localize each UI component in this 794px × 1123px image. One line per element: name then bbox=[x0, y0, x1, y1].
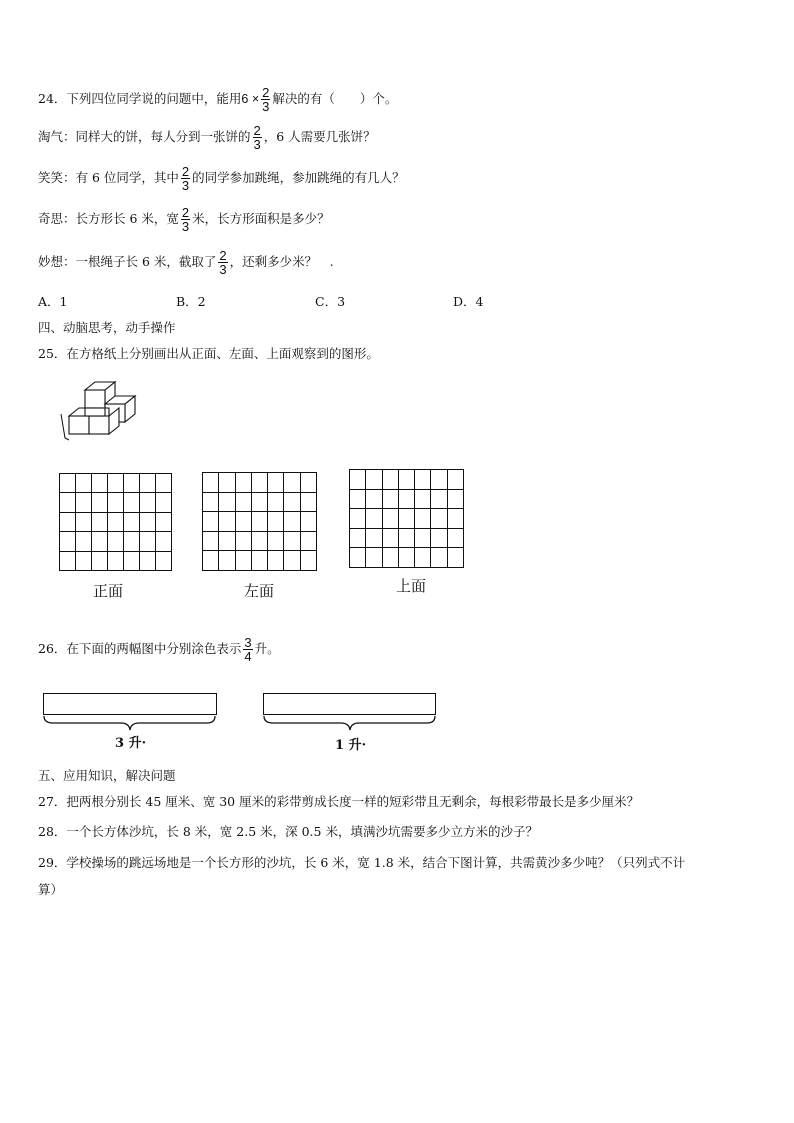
bar-label-1-liter: 1 升· bbox=[335, 738, 367, 753]
fraction-denominator: 3 bbox=[219, 262, 227, 277]
grid-cell[interactable] bbox=[415, 470, 431, 490]
grid-cell[interactable] bbox=[252, 551, 268, 571]
grid-cell[interactable] bbox=[236, 493, 252, 513]
grid-cell[interactable] bbox=[301, 493, 317, 513]
line-fraction bbox=[181, 165, 190, 192]
q24-expr-lead: 6 × bbox=[241, 92, 260, 106]
q28-text: 28．一个长方体沙坑，长 8 米，宽 2.5 米，深 0.5 米，填满沙坑需要多少立方米的沙子？ bbox=[38, 824, 538, 839]
grid-cell[interactable] bbox=[383, 529, 399, 549]
grid-cell[interactable] bbox=[431, 509, 447, 529]
grid-cell[interactable] bbox=[431, 548, 447, 568]
grid-cell[interactable] bbox=[156, 552, 172, 571]
grid-cell[interactable] bbox=[252, 473, 268, 493]
line-fraction bbox=[218, 249, 227, 276]
grid-cell[interactable] bbox=[350, 490, 366, 510]
grid-cell[interactable] bbox=[203, 493, 219, 513]
grid-cell[interactable] bbox=[203, 512, 219, 532]
q26-stem-after: 升。 bbox=[254, 641, 280, 656]
bracket-3-liters bbox=[43, 715, 217, 731]
grid-cell[interactable] bbox=[268, 551, 284, 571]
fraction-denominator: 3 bbox=[253, 137, 261, 152]
line-text: 的同学参加跳绳，参加跳绳的有几人？ bbox=[192, 170, 405, 185]
fraction-numerator: 2 bbox=[181, 164, 190, 179]
bar-3-liters[interactable] bbox=[43, 693, 217, 715]
grid-cell[interactable] bbox=[350, 529, 366, 549]
grid-cell[interactable] bbox=[140, 493, 156, 512]
grid-cell[interactable] bbox=[219, 512, 235, 532]
grid-front[interactable] bbox=[59, 473, 172, 571]
grid-cell[interactable] bbox=[284, 551, 300, 571]
grid-cell[interactable] bbox=[415, 490, 431, 510]
grid-cell[interactable] bbox=[366, 490, 382, 510]
grid-cell[interactable] bbox=[399, 529, 415, 549]
grid-cell[interactable] bbox=[124, 532, 140, 551]
grid-cell[interactable] bbox=[108, 474, 124, 493]
q27-text: 27．把两根分别长 45 厘米、宽 30 厘米的彩带剪成长度一样的短彩带且无剩余，每根彩带最长是多少厘米？ bbox=[38, 794, 640, 809]
fraction-numerator: 2 bbox=[219, 248, 227, 263]
q24-option-d: D．4 bbox=[453, 294, 484, 309]
grid-cell[interactable] bbox=[399, 548, 415, 568]
grid-cell[interactable] bbox=[236, 532, 252, 552]
grid-cell[interactable] bbox=[108, 532, 124, 551]
grid-cell[interactable] bbox=[431, 529, 447, 549]
grid-cell[interactable] bbox=[366, 548, 382, 568]
grid-cell[interactable] bbox=[219, 473, 235, 493]
grid-cell[interactable] bbox=[236, 551, 252, 571]
fraction-denominator: 3 bbox=[262, 99, 270, 114]
grid-cell[interactable] bbox=[156, 532, 172, 551]
grid-cell[interactable] bbox=[76, 493, 92, 512]
fraction-numerator: 2 bbox=[262, 85, 270, 100]
grid-cell[interactable] bbox=[60, 513, 76, 532]
line-text: 奇思：长方形长 6 米，宽 bbox=[38, 211, 179, 226]
line-text: 米，长方形面积是多少？ bbox=[192, 211, 330, 226]
grid-cell[interactable] bbox=[76, 532, 92, 551]
q25-stem: 25．在方格纸上分别画出从正面、左面、上面观察到的图形。 bbox=[38, 346, 379, 361]
grid-cell[interactable] bbox=[252, 493, 268, 513]
grid-cell[interactable] bbox=[108, 552, 124, 571]
grid-cell[interactable] bbox=[140, 552, 156, 571]
grid-cell[interactable] bbox=[268, 493, 284, 513]
grid-cell[interactable] bbox=[301, 551, 317, 571]
q26-stem bbox=[38, 636, 280, 663]
grid-cell[interactable] bbox=[92, 513, 108, 532]
grid-cell[interactable] bbox=[448, 509, 464, 529]
grid-left[interactable] bbox=[202, 472, 317, 571]
grid-cell[interactable] bbox=[415, 548, 431, 568]
q24-line-qisi bbox=[38, 206, 330, 233]
grid-cell[interactable] bbox=[156, 493, 172, 512]
fraction-denominator: 3 bbox=[181, 219, 190, 234]
grid-cell[interactable] bbox=[415, 529, 431, 549]
line-text: ，还剩多少米？ . bbox=[229, 254, 334, 269]
grid-cell[interactable] bbox=[301, 473, 317, 493]
q24-stem bbox=[38, 86, 397, 113]
q26-fraction bbox=[243, 636, 252, 663]
q29-text-line2: 算） bbox=[38, 882, 64, 897]
grid-cell[interactable] bbox=[92, 493, 108, 512]
grid-cell[interactable] bbox=[284, 473, 300, 493]
grid-cell[interactable] bbox=[140, 474, 156, 493]
grid-cell[interactable] bbox=[92, 552, 108, 571]
grid-cell[interactable] bbox=[60, 552, 76, 571]
grid-cell[interactable] bbox=[203, 473, 219, 493]
grid-cell[interactable] bbox=[399, 490, 415, 510]
grid-cell[interactable] bbox=[76, 552, 92, 571]
fraction-numerator: 3 bbox=[244, 635, 252, 650]
grid-cell[interactable] bbox=[76, 474, 92, 493]
grid-cell[interactable] bbox=[366, 529, 382, 549]
grid-cell[interactable] bbox=[108, 513, 124, 532]
grid-cell[interactable] bbox=[284, 532, 300, 552]
grid-cell[interactable] bbox=[124, 513, 140, 532]
grid-cell[interactable] bbox=[252, 532, 268, 552]
line-fraction bbox=[181, 206, 190, 233]
bracket-1-liter bbox=[263, 715, 437, 731]
line-text: 笑笑：有 6 位同学，其中 bbox=[38, 170, 179, 185]
line-fraction bbox=[253, 124, 262, 151]
q24-stem-after: 解决的有（ ）个。 bbox=[272, 91, 398, 106]
grid-label-left: 左面 bbox=[244, 583, 275, 600]
grid-cell[interactable] bbox=[60, 493, 76, 512]
grid-cell[interactable] bbox=[284, 512, 300, 532]
q24-line-xiaoxiao bbox=[38, 165, 405, 192]
grid-cell[interactable] bbox=[431, 470, 447, 490]
grid-cell[interactable] bbox=[140, 532, 156, 551]
fraction-denominator: 4 bbox=[244, 649, 252, 664]
grid-label-top: 上面 bbox=[396, 578, 427, 595]
q24-line-miaoxiang bbox=[38, 249, 334, 276]
grid-cell[interactable] bbox=[124, 493, 140, 512]
fraction-numerator: 2 bbox=[181, 205, 190, 220]
q26-stem-before: 26．在下面的两幅图中分别涂色表示 bbox=[38, 641, 242, 656]
grid-cell[interactable] bbox=[366, 470, 382, 490]
grid-cell[interactable] bbox=[268, 473, 284, 493]
q29-text-line1: 29．学校操场的跳远场地是一个长方形的沙坑，长 6 米，宽 1.8 米，结合下图计算，共需黄沙多少吨？（只列式不计 bbox=[38, 855, 686, 870]
grid-cell[interactable] bbox=[366, 509, 382, 529]
grid-cell[interactable] bbox=[350, 509, 366, 529]
grid-cell[interactable] bbox=[92, 532, 108, 551]
grid-cell[interactable] bbox=[124, 552, 140, 571]
grid-cell[interactable] bbox=[156, 474, 172, 493]
grid-cell[interactable] bbox=[124, 474, 140, 493]
q24-option-c: C．3 bbox=[315, 294, 346, 309]
grid-cell[interactable] bbox=[383, 470, 399, 490]
q24-stem-before: 24．下列四位同学说的问题中，能用 bbox=[38, 91, 242, 106]
grid-cell[interactable] bbox=[448, 470, 464, 490]
grid-cell[interactable] bbox=[140, 513, 156, 532]
q24-option-b: B．2 bbox=[176, 294, 206, 309]
fraction-numerator: 2 bbox=[253, 123, 261, 138]
q24-fraction bbox=[261, 86, 270, 113]
grid-cell[interactable] bbox=[399, 509, 415, 529]
grid-cell[interactable] bbox=[383, 509, 399, 529]
grid-cell[interactable] bbox=[350, 548, 366, 568]
grid-cell[interactable] bbox=[301, 532, 317, 552]
grid-label-front: 正面 bbox=[93, 583, 124, 600]
grid-cell[interactable] bbox=[219, 532, 235, 552]
grid-cell[interactable] bbox=[203, 532, 219, 552]
q24-option-a: A．1 bbox=[38, 294, 68, 309]
fraction-denominator: 3 bbox=[181, 178, 190, 193]
grid-cell[interactable] bbox=[399, 470, 415, 490]
grid-cell[interactable] bbox=[284, 493, 300, 513]
section-5-title: 五、应用知识，解决问题 bbox=[38, 768, 176, 783]
grid-cell[interactable] bbox=[108, 493, 124, 512]
grid-cell[interactable] bbox=[431, 490, 447, 510]
grid-cell[interactable] bbox=[383, 490, 399, 510]
cube-stack-figure bbox=[55, 378, 137, 448]
grid-cell[interactable] bbox=[219, 493, 235, 513]
section-4-title: 四、动脑思考，动手操作 bbox=[38, 320, 176, 335]
grid-cell[interactable] bbox=[236, 512, 252, 532]
line-text: ，6 人需要几张饼？ bbox=[263, 129, 376, 144]
grid-cell[interactable] bbox=[383, 548, 399, 568]
grid-cell[interactable] bbox=[236, 473, 252, 493]
line-text: 淘气：同样大的饼，每人分到一张饼的 bbox=[38, 129, 251, 144]
grid-cell[interactable] bbox=[448, 529, 464, 549]
grid-cell[interactable] bbox=[268, 512, 284, 532]
grid-cell[interactable] bbox=[203, 551, 219, 571]
grid-top[interactable] bbox=[349, 469, 464, 568]
grid-cell[interactable] bbox=[156, 513, 172, 532]
grid-cell[interactable] bbox=[219, 551, 235, 571]
grid-cell[interactable] bbox=[350, 470, 366, 490]
grid-cell[interactable] bbox=[448, 548, 464, 568]
grid-cell[interactable] bbox=[60, 474, 76, 493]
grid-cell[interactable] bbox=[76, 513, 92, 532]
grid-cell[interactable] bbox=[301, 512, 317, 532]
grid-cell[interactable] bbox=[268, 532, 284, 552]
bar-label-3-liters: 3 升· bbox=[115, 736, 147, 751]
grid-cell[interactable] bbox=[415, 509, 431, 529]
grid-cell[interactable] bbox=[448, 490, 464, 510]
grid-cell[interactable] bbox=[252, 512, 268, 532]
grid-cell[interactable] bbox=[60, 532, 76, 551]
bar-1-liter[interactable] bbox=[263, 693, 436, 715]
grid-cell[interactable] bbox=[92, 474, 108, 493]
q24-line-taoqi bbox=[38, 124, 376, 151]
line-text: 妙想：一根绳子长 6 米，截取了 bbox=[38, 254, 217, 269]
